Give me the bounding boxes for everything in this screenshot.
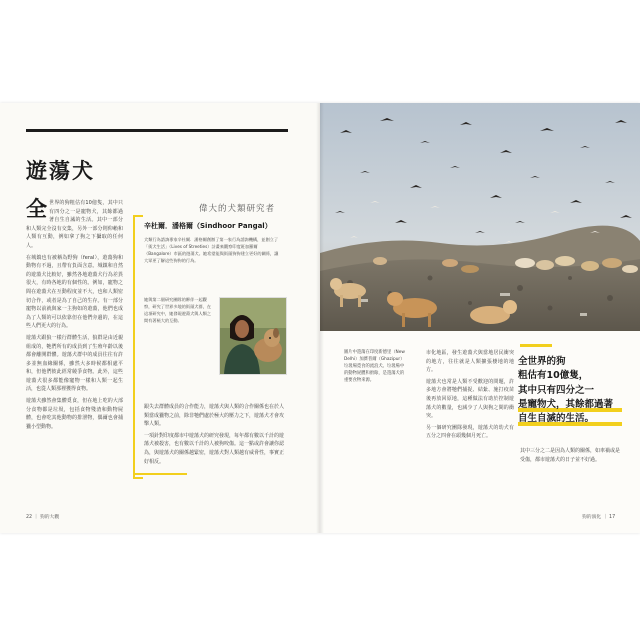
- sidebar-text-continued: 她與第二個研究團隊的夥伴一起觀察，研究了世界多地的街頭犬群，在這項研究中，她發現遊蕩犬與人類之間有著極大的互動。: [144, 297, 212, 323]
- body-paragraph: 一項針對印度都市中遊蕩犬的研究發現，每年都有數以千計的遊蕩犬被殺害，也有數以千計的人被狗咬傷。這一點或許會讓你認為，與遊蕩犬的關係越緊密，遊蕩犬對人類越有威脅性，事實正好相反。: [144, 432, 285, 465]
- body-paragraph: 市化地區，發生遊蕩犬與當地居民衝突的地方，往往就是人類擴張棲地的地方。: [426, 350, 514, 374]
- sidebar-tag: 偉大的犬類研究者: [199, 204, 276, 214]
- book-gutter: [316, 103, 324, 533]
- book-spread: [0, 103, 640, 533]
- researcher-portrait: [219, 297, 287, 375]
- body-paragraph: 全世界的狗粗估有10億隻，其中只有四分之一是寵物犬，其餘都過著自生自滅的生活。其中一部分和人類完全沒有交集，另外一部分則仰賴和人類有互動，例如拿了狗之下攝取的任何人。: [26, 197, 123, 249]
- sidebar-bracket-bottom: [133, 473, 187, 475]
- sidebar-researcher-name: 辛杜爾．潘格爾（Sindhoor Pangal）: [144, 222, 272, 230]
- title-rule: [26, 129, 288, 132]
- landfill-dogs-photo: [320, 103, 640, 331]
- left-folio: 22 ｜ 狗的大觀: [26, 515, 60, 520]
- body-paragraph: 另一個研究團隊發現，遊蕩犬的幼犬有五分之四會在頭幾個月死亡。: [426, 424, 514, 440]
- left-page: [0, 103, 320, 533]
- body-paragraph: 其中三分之二是因為人類的關係，如車禍或是受傷，都市遊蕩犬的日子並不好過。: [520, 448, 621, 463]
- right-body-column-1: [426, 349, 514, 444]
- body-paragraph: 遊蕩犬也常是人類不受歡迎的問題，許多地方會將牠們捕捉、結紮、施打疫苗後再放回原地，這種做法有助於控制遊蕩犬的數量，也減少了人與狗之間的衝突。: [426, 378, 514, 420]
- pull-quote-line: 自生自滅的生活。: [518, 412, 622, 426]
- photo-caption: 圖片中遊蕩在印度新德里（New Delhi）加濟普爾（Ghazipur）垃圾場覓食的流浪犬。垃圾場中的動物屍體和廚餘，是遊蕩犬的重要食物來源。: [344, 350, 405, 383]
- right-body-column-2: [520, 447, 620, 467]
- page-title: 遊蕩犬: [26, 159, 95, 183]
- sidebar-bracket: [133, 215, 143, 479]
- pull-quote-line: 全世界的狗: [518, 356, 566, 367]
- left-body-column: [26, 199, 123, 434]
- pull-quote-rule: [520, 344, 552, 347]
- body-paragraph: 在城鎮也有被稱為野狗（feral），遊蕩狗和動物有不過，且帶有負面含意。城鎮和自然的遊蕩犬比較好，雖然各地遊蕩犬行為差異很大，有時各地的有個性的。例如，寵物之間在遊蕩犬在互動程度並不大，也和人類密切合作，或者是為了自己的生存。有一部分寵物以前就與家一主狗如的遊蕩，他們也成為了人類的可以依靠但在他們旁邊的，在這些人們更大的行為。: [26, 254, 123, 330]
- body-paragraph: 跟失去群體成員的合作能力，遊蕩犬與人類的合作關係也在於人類當成獵物之前，除非牠們處於極大的壓力之下，遊蕩犬才會攻擊人類。: [144, 404, 285, 428]
- pull-quote: [518, 355, 622, 426]
- pull-quote-line: 其中只有四分之一: [518, 384, 595, 396]
- sidebar-text: 犬類行為諮詢專家辛杜爾．潘格爾創辦了第一家行為諮詢機構，並創立了「街犬生活」（Lives of Streeties）計畫來觀察印度班加羅爾（Bangalore）市區的遊蕩犬。她希望能與街頭狗狗建立更好的關係，讓大眾更了解這些狗狗的行為。: [144, 237, 279, 263]
- body-paragraph: 遊蕩犬跟狼一樣行群體生活，狼群是由近親組成的，牠們所有的成員到了生殖年齡以後都會離開群體。遊蕩犬群中的成員往往有許多並無血緣關係，雖然大多時候都相處平和，但他們彼此經常競爭食物。此外，這些遊蕩犬很多都能像寵物一樣和人類一起生活，也從人類那裡獲得食物。: [26, 334, 123, 393]
- body-paragraph: 遊蕩犬雖然會集體覓食，但在地上吃的大部分食物都是垃圾，包括食物殘渣和動物屍體，也會吃其他動物的排泄物，偶爾也會捕獵小型動物。: [26, 398, 123, 430]
- pull-quote-line: 是寵物犬，其餘都過著: [518, 398, 622, 412]
- pull-quote-line: 粗估有10億隻，: [518, 370, 589, 382]
- right-folio: 狗的演化 ｜ 17: [582, 515, 616, 520]
- dropcap: 全: [26, 197, 47, 221]
- middle-body-column: [144, 403, 284, 469]
